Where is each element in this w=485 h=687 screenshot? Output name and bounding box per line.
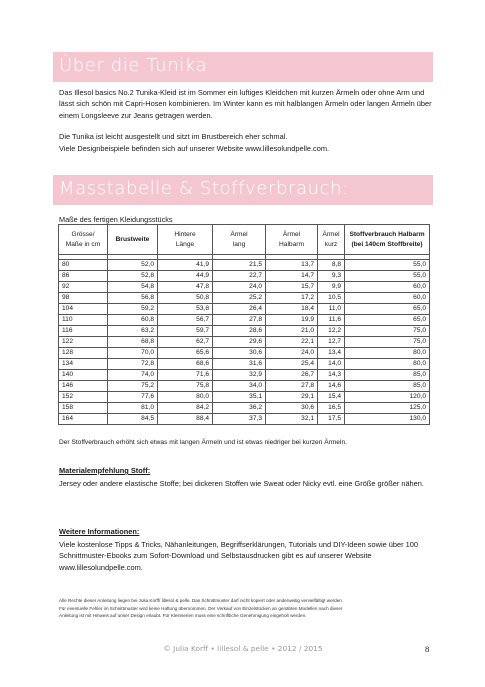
header-line: Ärmel xyxy=(322,230,340,238)
info-text: Viele kostenlose Tipps & Tricks, Nähanleitungen, Begriffserklärungen, Tutorials und DIY-Ideen sowie über 100 Schnittmuster-Ebooks zum Sofort-Download und Selbstausdrucken gibt es auf unserer Website www.lillesolundpelle.com. xyxy=(59,540,418,572)
measure-cell: 25,2 xyxy=(213,293,266,304)
table-row xyxy=(59,271,430,282)
measure-cell: 60,0 xyxy=(345,282,430,293)
section-title-tunika: Über die Tunika xyxy=(59,55,208,76)
table-row xyxy=(59,282,430,293)
measure-cell: 62,7 xyxy=(158,337,213,348)
info-heading: Weitere Informationen: xyxy=(59,527,140,536)
size-cell: 86 xyxy=(59,271,108,282)
measure-cell: 56,7 xyxy=(158,315,213,326)
measure-cell: 21,0 xyxy=(266,326,318,337)
measure-cell: 14,0 xyxy=(318,359,345,370)
measure-cell: 52,8 xyxy=(108,271,158,282)
size-cell: 116 xyxy=(59,326,108,337)
legal-line-3: Anleitung ist mit Hinweis auf unser Design erlaubt. Für Kleinserien muss eine schriftliche Genehmigung eingeholt werden. xyxy=(59,613,307,619)
header-line: Hintere xyxy=(174,230,196,238)
size-cell: 146 xyxy=(59,381,108,392)
size-cell: 104 xyxy=(59,304,108,315)
measure-cell: 11,6 xyxy=(318,315,345,326)
size-cell: 152 xyxy=(59,392,108,403)
size-table-header-cell xyxy=(345,225,430,255)
header-line: Maße in cm xyxy=(65,240,101,248)
measure-cell: 55,0 xyxy=(345,271,430,282)
table-row xyxy=(59,414,430,425)
header-line: Ärmel xyxy=(282,230,301,238)
tunika-paragraph-1: Das Illesol basics No.2 Tunika-Kleid ist im Sommer ein luftiges Kleidchen mit kurzen Ärmeln oder ohne Arm und lässt sich schön mit Capri-Hosen kombinieren. Im Winter kann es mit halblangen Ärmeln oder langen Ärmeln über einem Longsleeve zur Jeans getragen werden. xyxy=(59,88,432,120)
table-caption: Maße des fertigen Kleidungsstücks xyxy=(59,215,173,224)
measure-cell: 80,0 xyxy=(345,348,430,359)
size-cell: 164 xyxy=(59,414,108,425)
measure-cell: 26,4 xyxy=(213,304,266,315)
measure-cell: 35,1 xyxy=(213,392,266,403)
size-table-header-cell xyxy=(213,225,266,255)
measure-cell: 85,0 xyxy=(345,381,430,392)
measure-cell: 13,7 xyxy=(266,260,318,271)
measure-cell: 17,2 xyxy=(266,293,318,304)
tunika-description xyxy=(59,87,439,154)
legal-line-2: Für eventuelle Fehler im Schnittmuster wird keine Haftung übernommen. Der Verkauf von Einzelstücken an genähten Modellen nach dieser xyxy=(59,605,343,611)
measure-cell: 17,5 xyxy=(318,414,345,425)
measure-cell: 63,2 xyxy=(108,326,158,337)
measure-cell: 14,6 xyxy=(318,381,345,392)
measure-cell: 8,8 xyxy=(318,260,345,271)
table-row xyxy=(59,304,430,315)
header-line: lang xyxy=(232,240,246,248)
size-table-header-row xyxy=(59,225,430,255)
measure-cell: 71,6 xyxy=(158,370,213,381)
measure-cell: 30,6 xyxy=(213,348,266,359)
size-cell: 92 xyxy=(59,282,108,293)
section-title-masstabelle: Masstabelle & Stoffverbrauch: xyxy=(59,178,349,199)
size-table-header-cell xyxy=(59,225,108,255)
measure-cell: 74,0 xyxy=(108,370,158,381)
table-row xyxy=(59,260,430,271)
size-table xyxy=(58,224,430,425)
measure-cell: 9,9 xyxy=(318,282,345,293)
measure-cell: 59,7 xyxy=(158,326,213,337)
size-table-body xyxy=(59,255,430,425)
measure-cell: 34,0 xyxy=(213,381,266,392)
header-line: Grösse/ xyxy=(71,230,95,238)
measure-cell: 60,8 xyxy=(108,315,158,326)
measure-cell: 25,4 xyxy=(266,359,318,370)
measure-cell: 59,2 xyxy=(108,304,158,315)
measure-cell: 14,7 xyxy=(266,271,318,282)
measure-cell: 24,0 xyxy=(266,348,318,359)
measure-cell: 18,4 xyxy=(266,304,318,315)
size-cell: 134 xyxy=(59,359,108,370)
measure-cell: 12,7 xyxy=(318,337,345,348)
size-table-header-cell xyxy=(318,225,345,255)
size-cell: 80 xyxy=(59,260,108,271)
table-row xyxy=(59,370,430,381)
legal-line-1: Alle Rechte dieser Anleitung liegen bei Julia Korff/ lillesol & pelle. Das Schnittmuster darf nicht kopiert oder anderweitig vervielfältigt werden. xyxy=(59,598,344,603)
measure-cell: 70,0 xyxy=(108,348,158,359)
table-row xyxy=(59,381,430,392)
header-line: Brustweite xyxy=(115,235,150,243)
size-table-header-cell xyxy=(108,225,158,255)
measure-cell: 36,2 xyxy=(213,403,266,414)
measure-cell: 37,3 xyxy=(213,414,266,425)
measure-cell: 32,1 xyxy=(266,414,318,425)
size-table-header-cell xyxy=(266,225,318,255)
size-cell: 98 xyxy=(59,293,108,304)
size-table-header-cell xyxy=(158,225,213,255)
measure-cell: 130,0 xyxy=(345,414,430,425)
measure-cell: 84,5 xyxy=(108,414,158,425)
measure-cell: 55,0 xyxy=(345,260,430,271)
table-row xyxy=(59,293,430,304)
footer-copyright: © Julia Korff • lillesol & pelle • 2012 / 2015 xyxy=(163,644,323,653)
measure-cell: 22,7 xyxy=(213,271,266,282)
measure-cell: 65,0 xyxy=(345,304,430,315)
measure-cell: 14,3 xyxy=(318,370,345,381)
measure-cell: 15,7 xyxy=(266,282,318,293)
header-line: kurz xyxy=(324,240,338,248)
measure-cell: 77,6 xyxy=(108,392,158,403)
measure-cell: 60,0 xyxy=(345,293,430,304)
section-banner-tunika xyxy=(53,52,433,82)
page-number: 8 xyxy=(425,644,430,654)
measure-cell: 9,3 xyxy=(318,271,345,282)
header-line: Stoffverbrauch Halbarm xyxy=(349,230,425,238)
measure-cell: 19,9 xyxy=(266,315,318,326)
measure-cell: 81,0 xyxy=(108,403,158,414)
measure-cell: 21,5 xyxy=(213,260,266,271)
measure-cell: 125,0 xyxy=(345,403,430,414)
measure-cell: 65,0 xyxy=(345,315,430,326)
size-cell: 140 xyxy=(59,370,108,381)
measure-cell: 28,6 xyxy=(213,326,266,337)
table-row xyxy=(59,392,430,403)
header-line: Länge xyxy=(175,240,195,248)
measure-cell: 54,8 xyxy=(108,282,158,293)
measure-cell: 22,1 xyxy=(266,337,318,348)
measure-cell: 30,6 xyxy=(266,403,318,414)
measure-cell: 75,8 xyxy=(158,381,213,392)
measure-cell: 47,8 xyxy=(158,282,213,293)
measure-cell: 84,2 xyxy=(158,403,213,414)
measure-cell: 31,6 xyxy=(213,359,266,370)
measure-cell: 52,0 xyxy=(108,260,158,271)
tunika-paragraph-2-line-1: Die Tunika ist leicht ausgestellt und sitzt im Brustbereich eher schmal. xyxy=(59,132,288,142)
size-cell: 158 xyxy=(59,403,108,414)
tunika-paragraph-2-line-2: Viele Designbeispiele befinden sich auf unserer Website www.lillesolundpelle.com. xyxy=(59,143,330,153)
measure-cell: 50,8 xyxy=(158,293,213,304)
measure-cell: 75,2 xyxy=(108,381,158,392)
measure-cell: 85,0 xyxy=(345,370,430,381)
measure-cell: 27,8 xyxy=(213,315,266,326)
measure-cell: 53,8 xyxy=(158,304,213,315)
measure-cell: 26,7 xyxy=(266,370,318,381)
measure-cell: 75,0 xyxy=(345,337,430,348)
measure-cell: 15,4 xyxy=(318,392,345,403)
table-row xyxy=(59,326,430,337)
measure-cell: 75,0 xyxy=(345,326,430,337)
measure-cell: 29,1 xyxy=(266,392,318,403)
measure-cell: 16,5 xyxy=(318,403,345,414)
section-banner-masstabelle xyxy=(53,175,433,205)
header-line: (bei 140cm Stoffbreite) xyxy=(351,240,423,248)
legal-notice xyxy=(59,597,439,620)
size-cell: 110 xyxy=(59,315,108,326)
measure-cell: 72,8 xyxy=(108,359,158,370)
measure-cell: 80,0 xyxy=(158,392,213,403)
measure-cell: 12,2 xyxy=(318,326,345,337)
measure-cell: 65,6 xyxy=(158,348,213,359)
header-line: Ärmel xyxy=(230,230,248,238)
table-row xyxy=(59,359,430,370)
size-cell: 128 xyxy=(59,348,108,359)
measure-cell: 68,6 xyxy=(158,359,213,370)
table-row xyxy=(59,403,430,414)
measure-cell: 41,9 xyxy=(158,260,213,271)
table-row xyxy=(59,337,430,348)
measure-cell: 29,6 xyxy=(213,337,266,348)
measure-cell: 10,5 xyxy=(318,293,345,304)
measure-cell: 27,8 xyxy=(266,381,318,392)
measure-cell: 88,4 xyxy=(158,414,213,425)
header-line: Halbarm xyxy=(279,240,304,248)
material-heading: Materialempfehlung Stoff: xyxy=(59,466,151,475)
measure-cell: 24,0 xyxy=(213,282,266,293)
measure-cell: 44,9 xyxy=(158,271,213,282)
table-row xyxy=(59,348,430,359)
measure-cell: 13,4 xyxy=(318,348,345,359)
measure-cell: 80,0 xyxy=(345,359,430,370)
measure-cell: 11,0 xyxy=(318,304,345,315)
size-cell: 122 xyxy=(59,337,108,348)
measure-cell: 32,9 xyxy=(213,370,266,381)
fabric-note: Der Stoffverbrauch erhöht sich etwas mit langen Ärmeln und ist etwas niedriger bei kurzen Ärmeln. xyxy=(59,439,347,446)
measure-cell: 120,0 xyxy=(345,392,430,403)
measure-cell: 68,8 xyxy=(108,337,158,348)
table-row xyxy=(59,315,430,326)
measure-cell: 56,8 xyxy=(108,293,158,304)
material-text: Jersey oder andere elastische Stoffe; bei dickeren Stoffen wie Sweat oder Nicky evtl. eine Größe größer nähen. xyxy=(59,479,424,488)
